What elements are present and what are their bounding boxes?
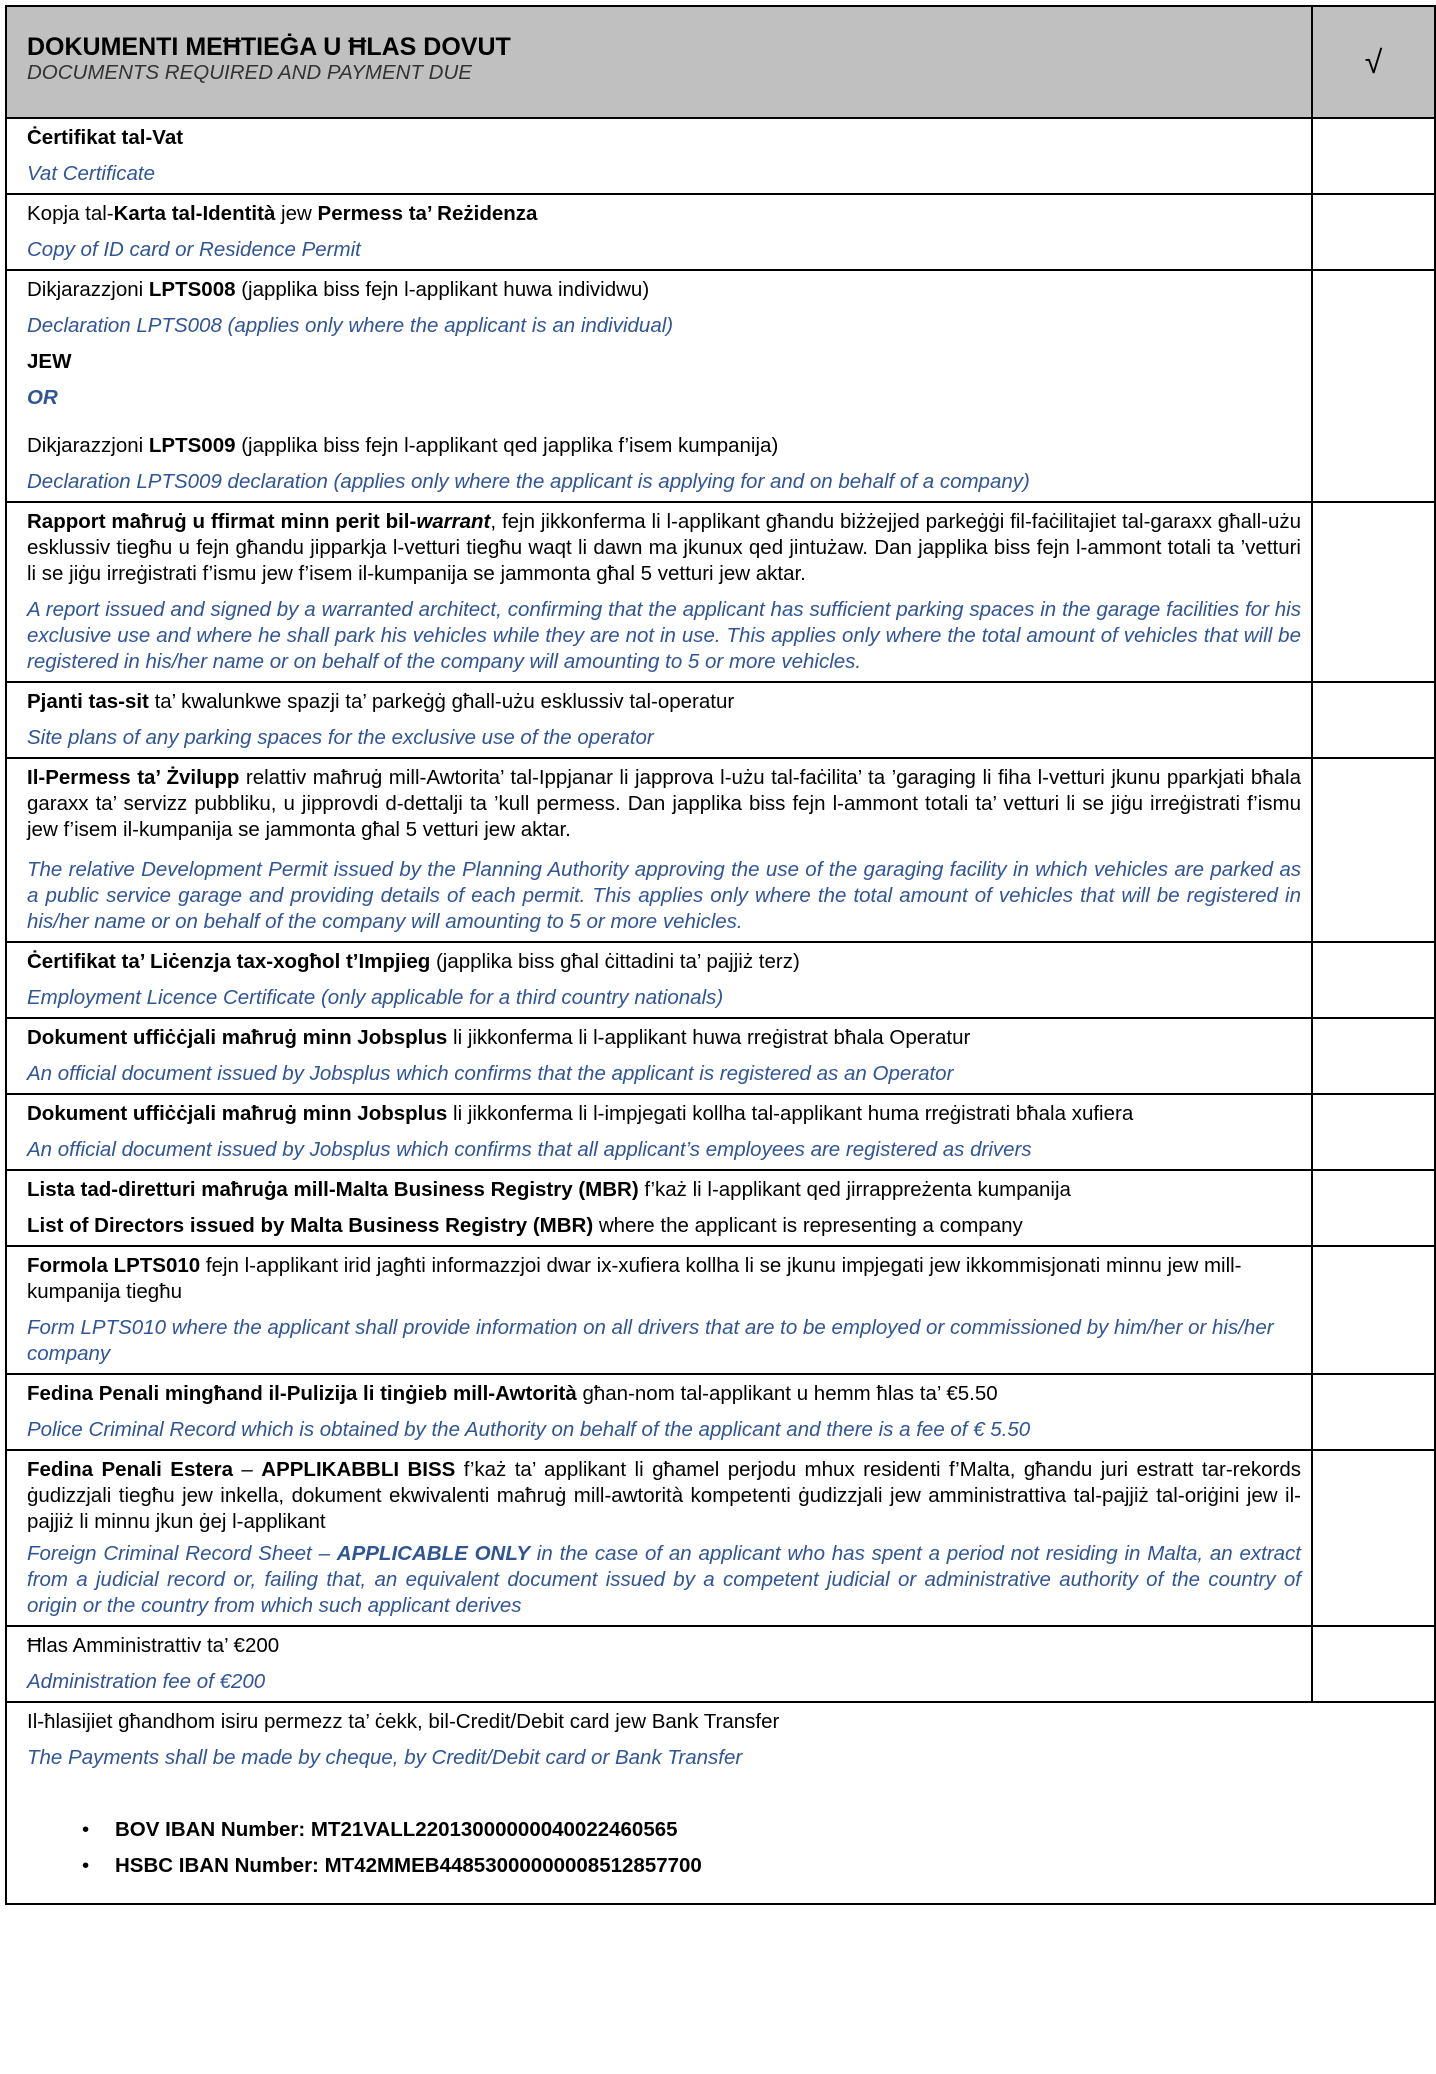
- documents-table: [5, 5, 1436, 1905]
- id-mt: Kopja tal-Karta tal-Identità jew Permess ta’ Reżidenza: [27, 202, 538, 225]
- permit-mt: Il-Permess ta’ Żvilupp relattiv maħruġ mill-Awtorita’ tal-Ippjanar li japprova l-użu tal-faċilita’ ta ’garaging li fiha l-vetturi jkunu pparkjati bħala garaxx ta’ servizz pubbliku, u jipprovdi d-dettalji ta ’kull permess. Dan japplika biss fejn l-ammont totali ta’ vetturi li se jiġu irreġistrati f’ismu jew f’isem il-kumpanija se jammonta għal 5 vetturi jew aktar.: [27, 766, 1301, 841]
- admin-fee-mt: Ħlas Amministrattiv ta’ €200: [27, 1634, 280, 1657]
- decl-en-2: Declaration LPTS009 declaration (applies only where the applicant is applying for and on behalf of a company): [27, 470, 1030, 493]
- check-box-report[interactable]: [1312, 502, 1435, 682]
- check-box-jobsplus-operator[interactable]: [1312, 1018, 1435, 1094]
- check-box-declaration[interactable]: [1312, 270, 1435, 502]
- check-box-id[interactable]: [1312, 194, 1435, 270]
- iban-hsbc: • HSBC IBAN Number: MT42MMEB44853000000008512857700: [115, 1853, 1424, 1879]
- check-box-admin-fee[interactable]: [1312, 1626, 1435, 1702]
- vat-mt: Ċertifikat tal-Vat: [27, 126, 184, 149]
- row-site-plans: [6, 682, 1435, 758]
- row-id-card: [6, 194, 1435, 270]
- decl-en-1: Declaration LPTS008 (applies only where the applicant is an individual): [27, 314, 674, 337]
- row-admin-fee: [6, 1626, 1435, 1702]
- row-form-lpts010: [6, 1246, 1435, 1374]
- lpts010-mt: Formola LPTS010 fejn l-applikant irid jagħti informazzjoi dwar ix-xufiera kollha li se jkunu impjegati jew ikkommisjonati minnu jew mill-kumpanija tiegħu: [27, 1254, 1242, 1303]
- mbr-mt: Lista tad-diretturi maħruġa mill-Malta Business Registry (MBR) f’każ li l-applikant qed jirrappreżenta kumpanija: [27, 1178, 1071, 1201]
- table-header-row: [6, 6, 1435, 118]
- jobsplus-op-mt: Dokument uffiċċjali maħruġ minn Jobsplus li jikkonferma li l-applikant huwa rreġistrat bħala Operatur: [27, 1026, 971, 1049]
- check-box-plans[interactable]: [1312, 682, 1435, 758]
- permit-en: The relative Development Permit issued by the Planning Authority approving the use of the garaging facility in which vehicles are parked as a public service garage and providing details of each permit. This applies only where the total amount of vehicles that will be registered in his/her name or on behalf of the company will amounting to 5 or more vehicles.: [27, 858, 1301, 933]
- decl-mt-2: Dikjarazzjoni LPTS009 (japplika biss fejn l-applikant qed japplika f’isem kumpanija): [27, 434, 779, 457]
- police-en: Police Criminal Record which is obtained by the Authority on behalf of the applicant and there is a fee of € 5.50: [27, 1418, 1031, 1441]
- row-development-permit: [6, 758, 1435, 942]
- check-box-police[interactable]: [1312, 1374, 1435, 1450]
- header-title-cell: [6, 6, 1312, 118]
- report-en: A report issued and signed by a warranted architect, confirming that the applicant has sufficient parking spaces in the garage facilities for his exclusive use and where he shall park his vehicles while they are not in use. This applies only where the total amount of vehicles that will be registered in his/her name or on behalf of the company will amounting to 5 or more vehicles.: [27, 598, 1301, 673]
- check-box-jobsplus-drivers[interactable]: [1312, 1094, 1435, 1170]
- iban-list: [27, 1817, 1424, 1879]
- check-box-lpts010[interactable]: [1312, 1246, 1435, 1374]
- row-employment-licence: [6, 942, 1435, 1018]
- employment-en: Employment Licence Certificate (only applicable for a third country nationals): [27, 986, 724, 1009]
- decl-or-mt: JEW: [27, 350, 72, 373]
- mbr-en: List of Directors issued by Malta Business Registry (MBR) where the applicant is representing a company: [27, 1214, 1023, 1237]
- jobsplus-op-en: An official document issued by Jobsplus which confirms that the applicant is registered as an Operator: [27, 1062, 954, 1085]
- header-check-column: √: [1312, 6, 1435, 118]
- row-jobsplus-drivers: [6, 1094, 1435, 1170]
- check-box-vat[interactable]: [1312, 118, 1435, 194]
- row-mbr-directors: [6, 1170, 1435, 1246]
- header-subtitle: DOCUMENTS REQUIRED AND PAYMENT DUE: [27, 61, 472, 84]
- jobsplus-drv-mt: Dokument uffiċċjali maħruġ minn Jobsplus li jikkonferma li l-impjegati kollha tal-applikant huma rreġistrati bħala xufiera: [27, 1102, 1134, 1125]
- iban-bov: • BOV IBAN Number: MT21VALL22013000000040022460565: [115, 1817, 1424, 1843]
- vat-en: Vat Certificate: [27, 162, 155, 185]
- report-mt: Rapport maħruġ u ffirmat minn perit bil-warrant, fejn jikkonferma li l-applikant għandu biżżejjed parkeġġi fil-faċilitajiet tal-garaxx għall-użu esklussiv tiegħu u fejn għandu jipparkja l-vetturi tiegħu waqt li dawn ma jkunux qed jintużaw. Dan japplika biss fejn l-ammont totali ta ’vetturi li se jiġu irreġistrati f’ismu jew f’isem il-kumpanija se jammonta għal 5 vetturi jew aktar.: [27, 510, 1302, 585]
- payments-en: The Payments shall be made by cheque, by Credit/Debit card or Bank Transfer: [27, 1746, 743, 1769]
- foreign-mt: Fedina Penali Estera – APPLIKABBLI BISS f’każ ta’ applikant li għamel perjodu mhux residenti f’Malta, għandu juri estratt tar-rekords ġudizzjali tiegħu jew inkella, dokument ekwivalenti maħruġ mill-awtorità kompetenti ġudizzjali jew amministrattiva tal-pajjiż tal-oriġini jew il-pajjiż li minnu jkun ġej l-applikant: [27, 1458, 1302, 1533]
- row-architect-report: [6, 502, 1435, 682]
- check-box-foreign[interactable]: [1312, 1450, 1435, 1626]
- row-declaration: [6, 270, 1435, 502]
- check-box-permit[interactable]: [1312, 758, 1435, 942]
- id-en: Copy of ID card or Residence Permit: [27, 238, 361, 261]
- plans-en: Site plans of any parking spaces for the exclusive use of the operator: [27, 726, 654, 749]
- decl-or-en: OR: [27, 386, 58, 409]
- foreign-en: Foreign Criminal Record Sheet – APPLICABLE ONLY in the case of an applicant who has spent a period not residing in Malta, an extract from a judicial record or, failing that, an equivalent document issued by a competent judicial or administrative authority of the country of origin or the country from which such applicant derives: [27, 1542, 1302, 1617]
- row-jobsplus-operator: [6, 1018, 1435, 1094]
- employment-mt: Ċertifikat ta’ Liċenzja tax-xogħol t’Impjieg (japplika biss għal ċittadini ta’ pajjiż terz): [27, 950, 800, 973]
- jobsplus-drv-en: An official document issued by Jobsplus which confirms that all applicant’s employees are registered as drivers: [27, 1138, 1032, 1161]
- check-box-mbr[interactable]: [1312, 1170, 1435, 1246]
- row-vat-certificate: [6, 118, 1435, 194]
- admin-fee-en: Administration fee of €200: [27, 1670, 266, 1693]
- row-payments: [6, 1702, 1435, 1904]
- payments-mt: Il-ħlasijiet għandhom isiru permezz ta’ ċekk, bil-Credit/Debit card jew Bank Transfer: [27, 1710, 780, 1733]
- header-title: DOKUMENTI MEĦTIEĠA U ĦLAS DOVUT: [27, 33, 511, 61]
- decl-mt-1: Dikjarazzjoni LPTS008 (japplika biss fejn l-applikant huwa individwu): [27, 278, 650, 301]
- check-box-employment[interactable]: [1312, 942, 1435, 1018]
- police-mt: Fedina Penali mingħand il-Pulizija li tinġieb mill-Awtorità għan-nom tal-applikant u hemm ħlas ta’ €5.50: [27, 1382, 998, 1405]
- lpts010-en: Form LPTS010 where the applicant shall provide information on all drivers that are to be employed or commissioned by him/her or his/her company: [27, 1316, 1274, 1365]
- row-police-record: [6, 1374, 1435, 1450]
- plans-mt: Pjanti tas-sit ta’ kwalunkwe spazji ta’ parkeġġ għall-użu esklussiv tal-operatur: [27, 690, 735, 713]
- row-foreign-record: [6, 1450, 1435, 1626]
